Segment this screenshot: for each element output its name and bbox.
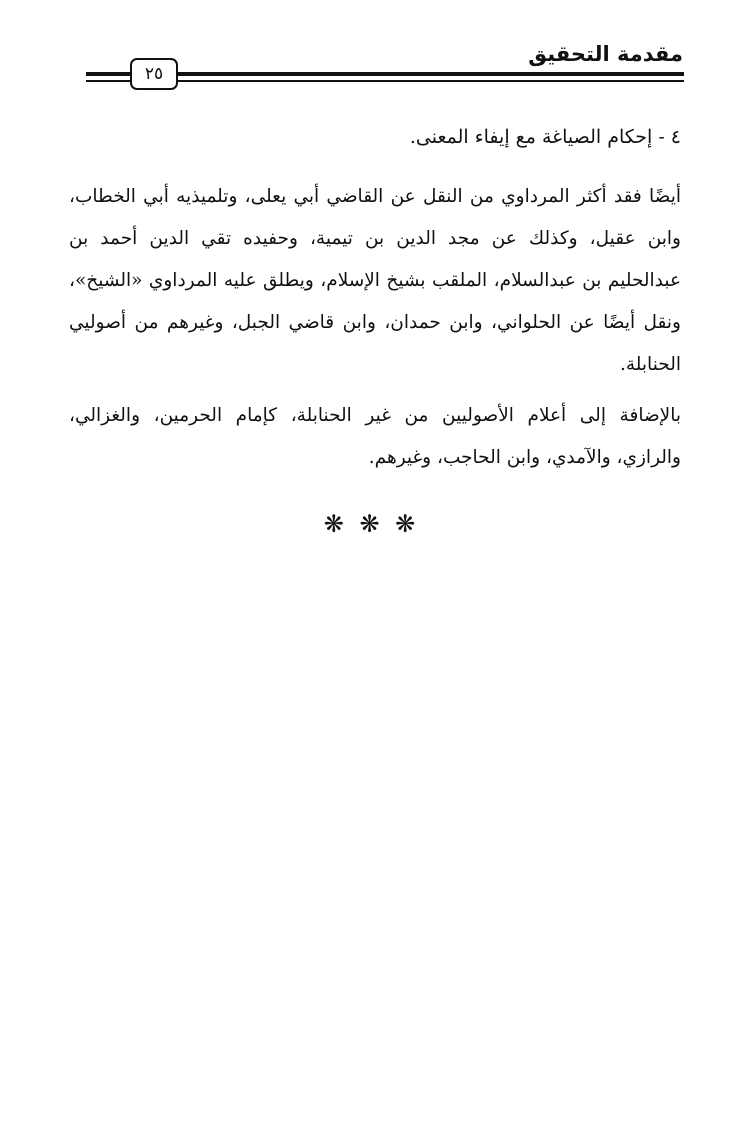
running-title: مقدمة التحقيق — [528, 42, 683, 66]
paragraph-2: بالإضافة إلى أعلام الأصوليين من غير الحنابلة، كإمام الحرمين، والغزالي، والرازي، والآمدي، وابن الحاجب، وغيرهم. — [69, 405, 681, 468]
list-item-heading: ٤ - إحكام الصياغة مع إيفاء المعنى. — [409, 126, 681, 148]
paragraph-1: أيضًا فقد أكثر المرداوي من النقل عن القاضي أبي يعلى، وتلميذيه أبي الخطاب، وابن عقيل، وكذلك عن مجد الدين بن تيمية، وحفيده تقي الدين أحمد بن عبدالحليم بن عبدالسلام، الملقب بشيخ الإسلام، ويطلق عليه المرداوي «الشيخ»، ونقل أيضًا عن الحلواني، وابن حمدان، وابن قاضي الجبل، وغيرهم من أصوليي الحنابلة. — [69, 186, 681, 375]
section-end-ornament: ❋ ❋ ❋ — [323, 510, 420, 538]
page-number: ٢٥ — [130, 58, 178, 90]
